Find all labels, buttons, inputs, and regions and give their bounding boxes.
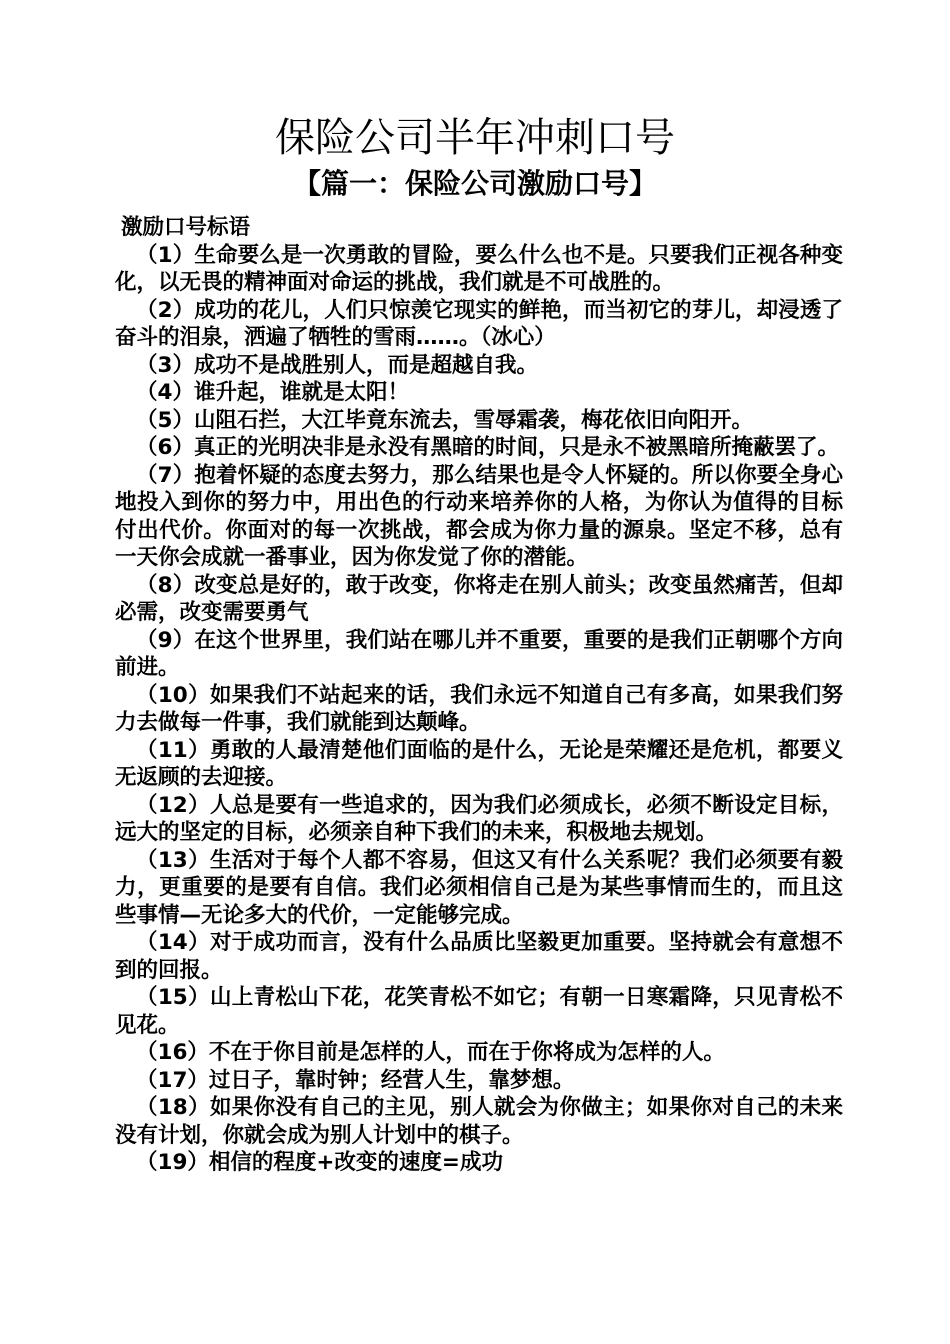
slogan-paragraph: （3）成功不是战胜别人，而是超越自我。 [136,352,538,378]
document-subtitle: 【篇一：保险公司激励口号】 [292,167,657,200]
slogan-paragraph: （18）如果你没有自己的主见，别人就会为你做主；如果你对自己的未来没有计划，你就会成为别人计划中的棋子。 [115,1095,843,1148]
slogan-paragraph: （17）过日子，靠时钟；经营人生，靠梦想。 [136,1067,575,1093]
slogan-paragraph: （7）抱着怀疑的态度去努力，那么结果也是令人怀疑的。所以你要全身心地投入到你的努力中，用出色的行动来培养你的人格，为你认为值得的目标付出代价。你面对的每一次挑战，都会成为你力量的源泉。坚定不移，总有一天你会成就一番事业，因为你发觉了你的潜能。 [115,462,843,570]
slogan-paragraph: （4）谁升起，谁就是太阳！ [136,380,409,405]
slogan-paragraph: （16）不在于你目前是怎样的人，而在于你将成为怎样的人。 [136,1040,725,1065]
slogan-paragraph: （9）在这个世界里，我们站在哪儿并不重要，重要的是我们正朝哪个方向前进。 [115,627,843,680]
slogan-paragraph: （12）人总是要有一些追求的，因为我们必须成长，必须不断设定目标，远大的坚定的目标，必须亲自种下我们的未来，积极地去规划。 [115,792,843,845]
slogan-paragraph: （13）生活对于每个人都不容易，但这又有什么关系呢？我们必须要有毅力，更重要的是要有自信。我们必须相信自己是为某些事情而生的，而且这些事情—无论多大的代价，一定能够完成。 [115,847,843,928]
document-title: 保险公司半年冲刺口号 [275,115,675,161]
slogan-paragraph: （11）勇敢的人最清楚他们面临的是什么，无论是荣耀还是危机，都要义无返顾的去迎接。 [115,737,843,790]
section-heading: 激励口号标语 [121,215,251,240]
slogan-paragraph: （1）生命要么是一次勇敢的冒险，要么什么也不是。只要我们正视各种变化，以无畏的精神面对命运的挑战，我们就是不可战胜的。 [115,242,843,295]
slogan-paragraph: （14）对于成功而言，没有什么品质比坚毅更加重要。坚持就会有意想不到的回报。 [115,930,843,983]
slogan-paragraph: （6）真正的光明决非是永没有黑暗的时间，只是永不被黑暗所掩蔽罢了。 [136,435,839,460]
slogan-paragraph: （10）如果我们不站起来的话，我们永远不知道自己有多高，如果我们努力去做每一件事，我们就能到达颠峰。 [115,682,843,735]
slogan-paragraph: （5）山阻石拦，大江毕竟东流去，雪辱霜袭，梅花依旧向阳开。 [136,407,753,433]
slogan-paragraph: （8）改变总是好的，敢于改变，你将走在别人前头；改变虽然痛苦，但却必需，改变需要勇气 [115,572,843,625]
slogan-paragraph: （15）山上青松山下花，花笑青松不如它；有朝一日寒霜降，只见青松不见花。 [115,985,843,1038]
slogan-paragraph: （19）相信的程度+改变的速度=成功 [136,1150,503,1175]
document-body [115,214,843,1177]
slogan-paragraph: （2）成功的花儿，人们只惊羡它现实的鲜艳，而当初它的芽儿，却浸透了奋斗的泪泉，洒遍了牺牲的雪雨……。（冰心） [115,297,843,350]
